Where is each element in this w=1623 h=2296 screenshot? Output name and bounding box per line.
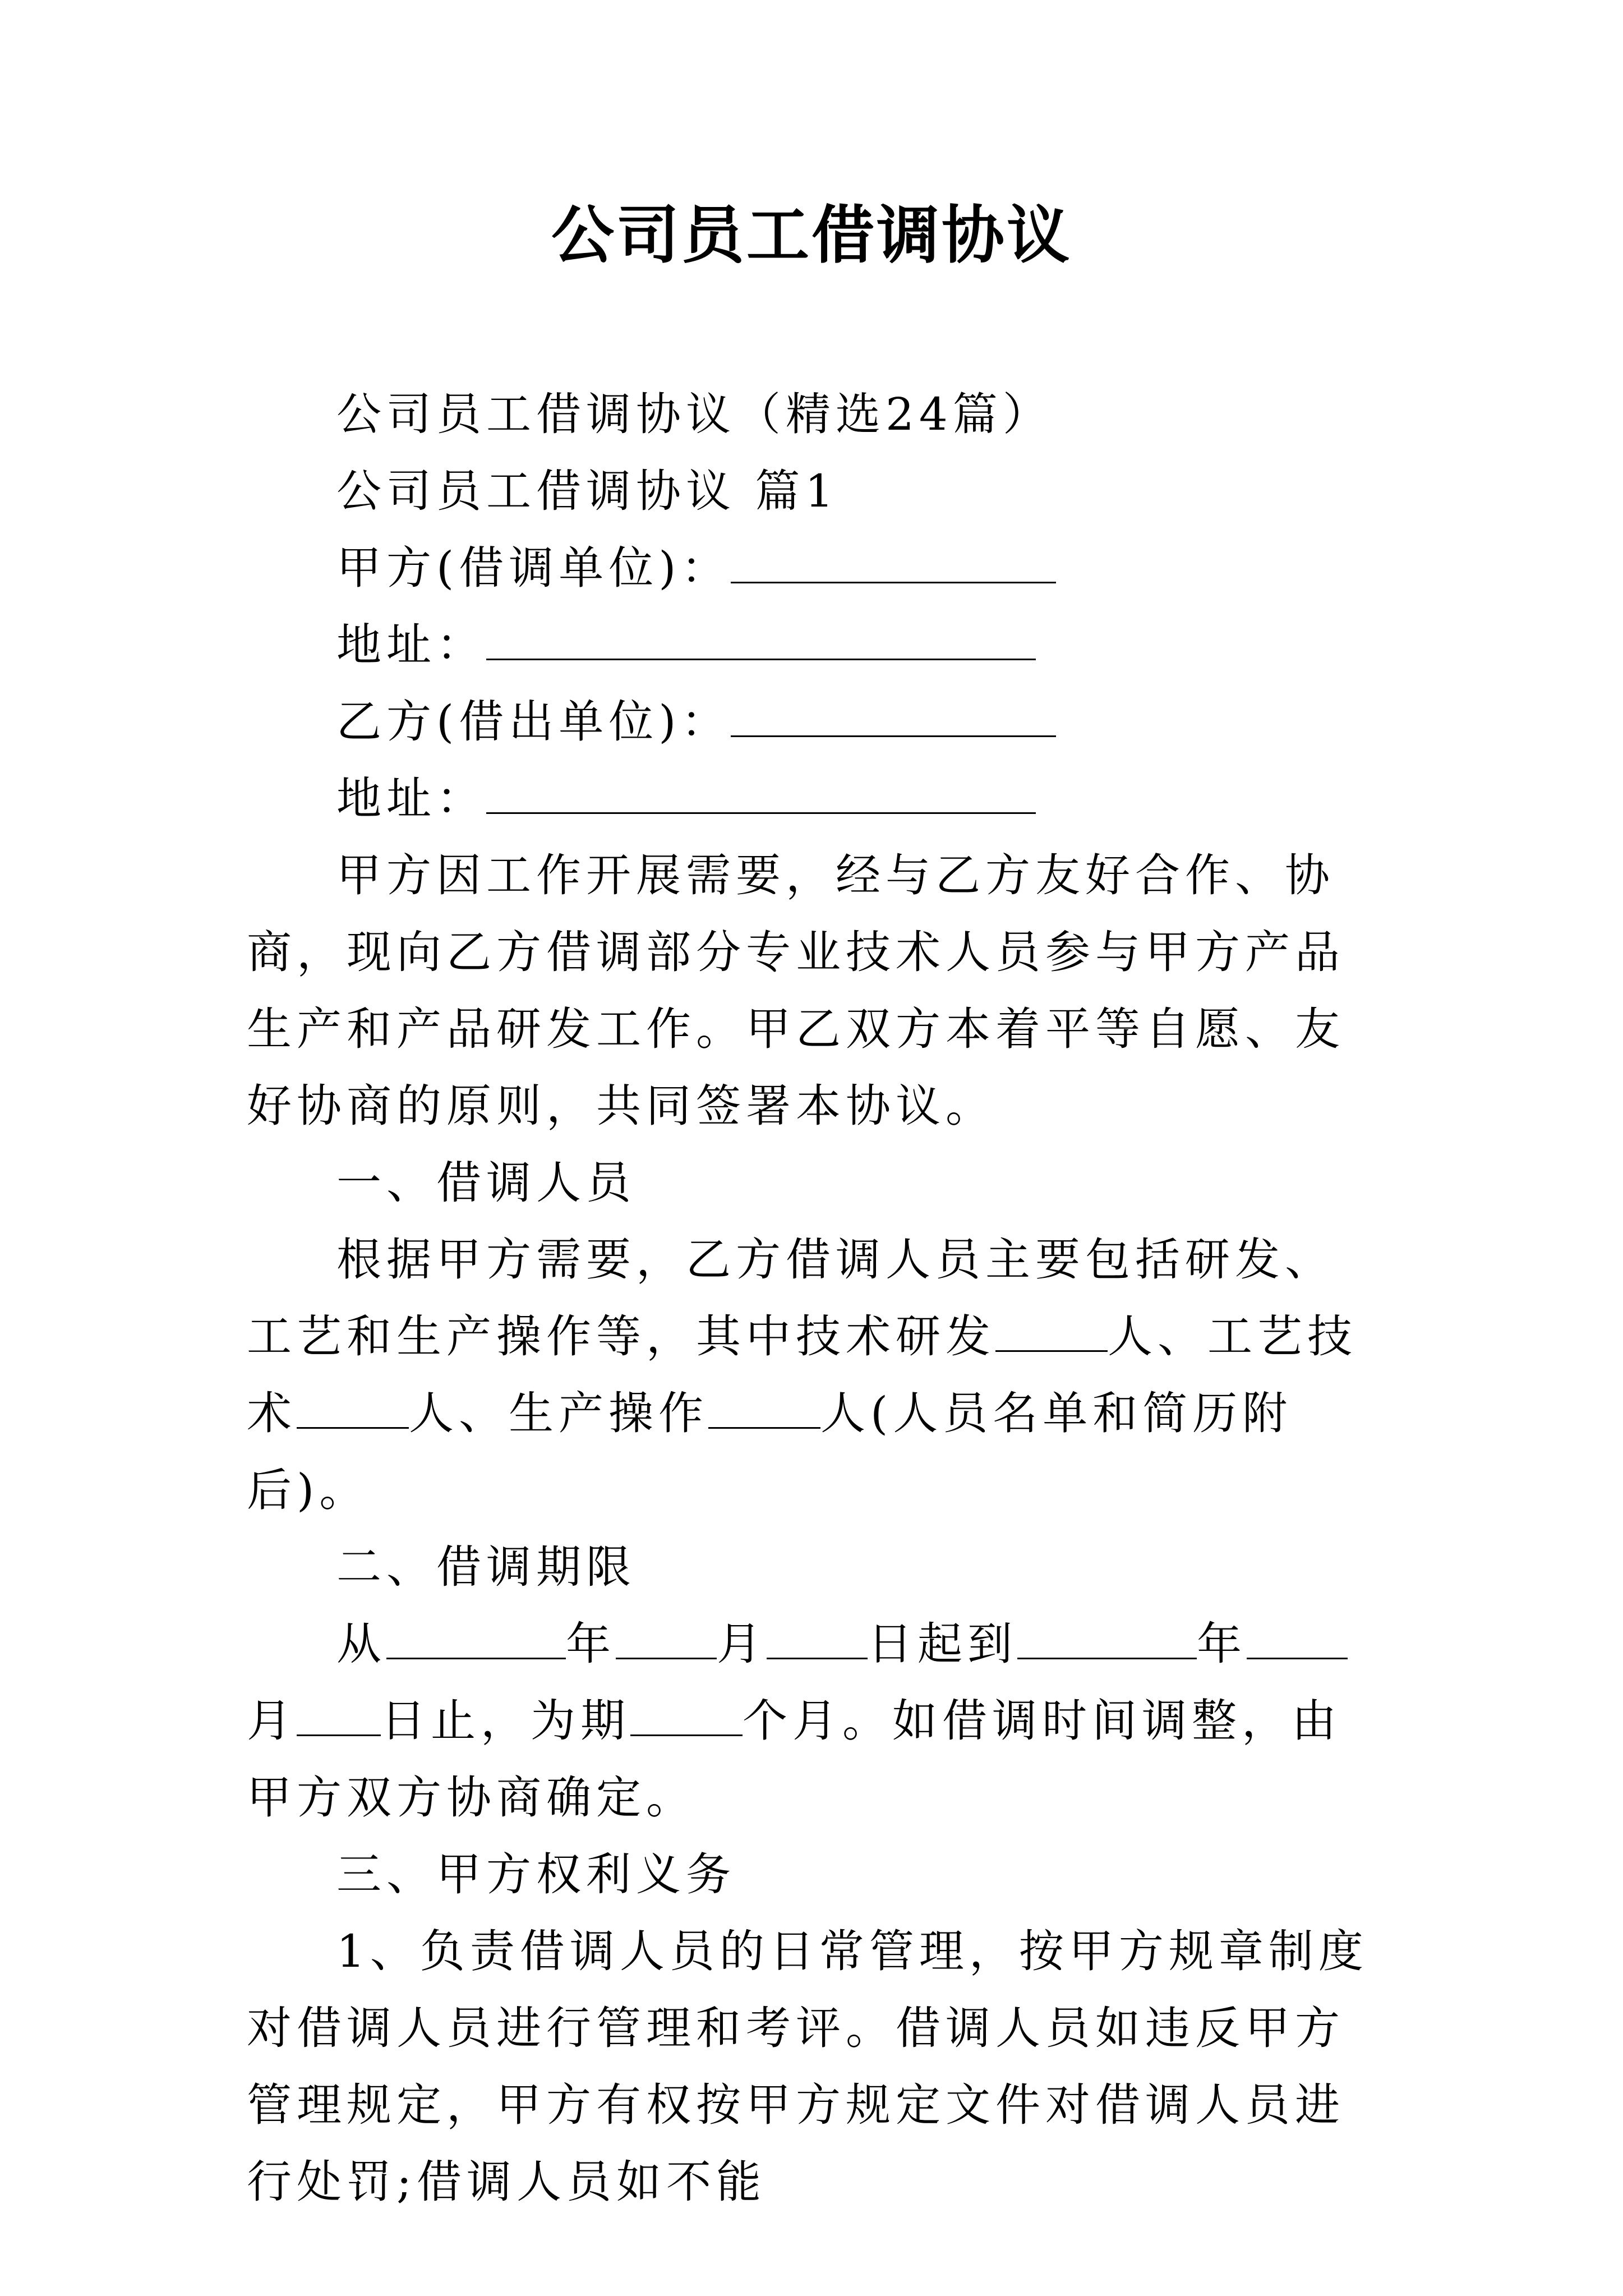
start-day-blank [767, 1617, 868, 1659]
address-a-label: 地址： [336, 619, 486, 671]
section2-day-start: 日起到 [868, 1618, 1017, 1670]
start-year-blank [386, 1617, 566, 1659]
party-a-blank [731, 541, 1056, 583]
section3-item1: 1、负责借调人员的日常管理，按甲方规章制度对借调人员进行管理和考评。借调人员如违反甲方管理规定，甲方有权按甲方规定文件对借调人员进行处罚;借调人员如不能 [247, 1925, 1368, 2208]
section1-text-d: 人(人员名单和简历附后)。 [247, 1387, 1293, 1516]
section1-text-a: 根据甲方需要，乙方借调人员主要包括研发、工艺和生产操作等，其中技术研发 [247, 1234, 1335, 1363]
party-b-line [247, 683, 1380, 760]
period-months-blank [630, 1694, 743, 1736]
section1-heading: 一、借调人员 [336, 1157, 636, 1209]
intro-paragraph: 甲方因工作开展需要，经与乙方友好合作、协商，现向乙方借调部分专业技术人员参与甲方产品生产和产品研发工作。甲乙双方本着平等自愿、友好协商的原则，共同签署本协议。 [247, 849, 1345, 1132]
end-month-blank [1247, 1617, 1348, 1659]
research-count-blank [995, 1310, 1108, 1352]
address-b-label: 地址： [336, 772, 486, 825]
section1-text-c: 人、生产操作 [409, 1387, 708, 1439]
section3-heading: 三、甲方权利义务 [336, 1848, 736, 1901]
document-body [247, 376, 1380, 2220]
party-b-label: 乙方(借出单位)： [336, 696, 731, 748]
section2-heading: 二、借调期限 [336, 1541, 636, 1593]
section2-rest: 个月。如借调时间调整，由甲方双方协商确定。 [247, 1695, 1341, 1824]
section2-until: 日止，为期 [381, 1695, 630, 1747]
section2-from: 从 [336, 1618, 386, 1670]
party-a-label: 甲方(借调单位)： [336, 542, 731, 594]
craft-count-blank [297, 1387, 409, 1429]
section2-paragraph [247, 1605, 1380, 1836]
start-month-blank [616, 1617, 717, 1659]
operation-count-blank [708, 1387, 820, 1429]
address-b-line [247, 760, 1380, 837]
end-day-blank [297, 1694, 381, 1736]
party-b-blank [731, 695, 1056, 737]
document-subtitle: 公司员工借调协议（精选24篇） [336, 388, 1053, 440]
article-heading: 公司员工借调协议 篇1 [336, 465, 839, 517]
section2-year: 年 [566, 1618, 616, 1670]
section1-text-b: 人、工艺技术 [247, 1310, 1357, 1439]
end-year-blank [1017, 1617, 1197, 1659]
address-a-blank [486, 618, 1036, 660]
section2-year-end: 年 [1197, 1618, 1247, 1670]
party-a-line [247, 530, 1380, 606]
address-b-blank [486, 772, 1036, 814]
address-a-line [247, 606, 1380, 683]
section2-month: 月 [717, 1618, 767, 1670]
section1-paragraph [247, 1221, 1380, 1529]
section2-month-end: 月 [247, 1695, 297, 1747]
document-title: 公司员工借调协议 [551, 199, 1072, 272]
